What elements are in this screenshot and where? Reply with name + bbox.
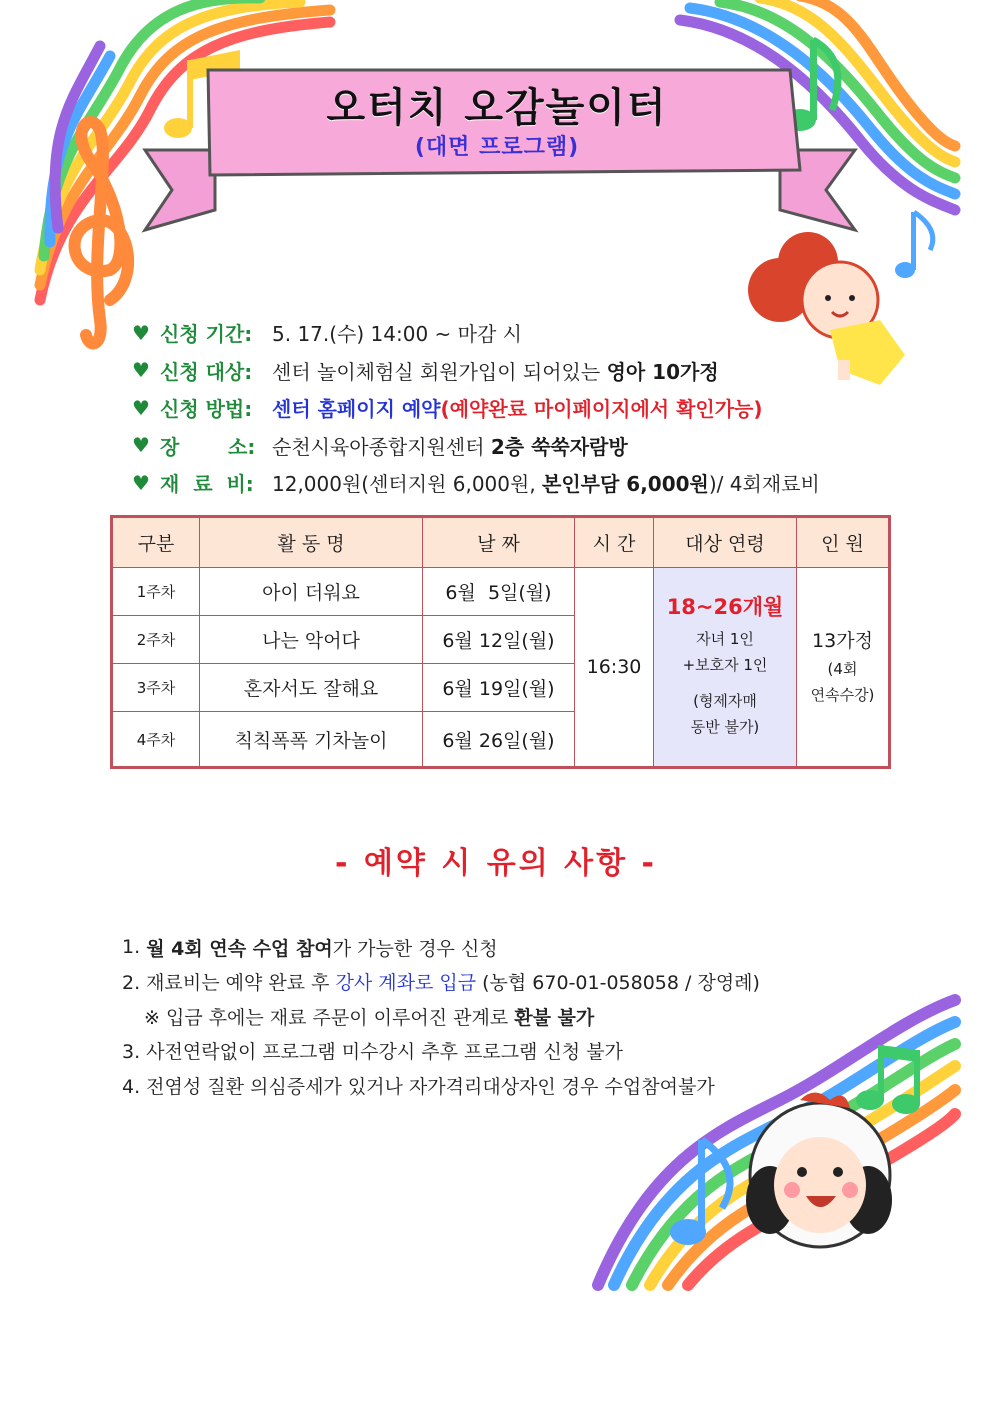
people-cell	[797, 568, 890, 768]
place-label: 장 소:	[160, 434, 256, 459]
date-cell: 6월 26일(월)	[423, 712, 575, 768]
info-row-place	[132, 427, 892, 465]
method-label: 신청 방법:	[160, 397, 253, 422]
method-value: 센터 홈페이지 예약	[272, 397, 441, 422]
week-cell: 4주차	[112, 712, 200, 768]
heart-icon: ♥	[132, 433, 150, 458]
place-value: 순천시육아종합지원센터	[272, 434, 485, 459]
notice-item-1	[122, 930, 882, 965]
method-note: (예약완료 마이페이지에서 확인가능)	[440, 397, 763, 422]
age-line-2: +보호자 1인	[682, 656, 768, 674]
header-week: 구분	[112, 517, 200, 568]
header-time: 시 간	[575, 517, 654, 568]
notice-title: - 예약 시 유의 사항 -	[335, 846, 657, 881]
age-cell	[654, 568, 797, 768]
people-count: 13가정	[812, 630, 873, 652]
period-label: 신청 기간:	[160, 322, 253, 347]
people-line-1: (4회	[827, 660, 858, 678]
fee-bold: 본인부담 6,000원	[542, 472, 709, 497]
age-line-4: 동반 불가)	[690, 718, 760, 736]
notice-2-prefix: 2. 재료비는 예약 완료 후	[122, 972, 330, 995]
notice-2-blue: 강사 계좌로 입금	[335, 972, 477, 995]
info-row-target	[132, 352, 892, 390]
schedule-table	[110, 515, 891, 769]
week-cell: 2주차	[112, 616, 200, 664]
notice-1-rest: 가 가능한 경우 신청	[332, 937, 498, 960]
page-title: 오터치 오감놀이터	[326, 85, 668, 131]
header-activity: 활 동 명	[200, 517, 423, 568]
age-range: 18~26개월	[666, 595, 784, 619]
week-cell: 3주차	[112, 664, 200, 712]
notice-2-rest: (농협 670-01-058058 / 장영례)	[482, 972, 760, 995]
notice-list	[122, 930, 882, 1103]
target-label: 신청 대상:	[160, 359, 253, 384]
activity-cell: 혼자서도 잘해요	[200, 664, 423, 712]
page-subtitle: (대면 프로그램)	[414, 135, 580, 160]
heart-icon: ♥	[132, 470, 150, 495]
notice-2-sub-prefix: ※ 입금 후에는 재료 주문이 이루어진 관계로	[144, 1006, 509, 1029]
notice-item-2-sub	[122, 999, 882, 1034]
people-line-2: 연속수강)	[810, 686, 875, 704]
date-cell: 6월 5일(월)	[423, 568, 575, 616]
header-age: 대상 연령	[654, 517, 797, 568]
heart-icon: ♥	[132, 395, 150, 420]
table-row	[112, 568, 890, 616]
target-bold: 영아 10가정	[606, 359, 719, 384]
date-cell: 6월 12일(월)	[423, 616, 575, 664]
info-row-period	[132, 314, 892, 352]
activity-cell: 칙칙폭폭 기차놀이	[200, 712, 423, 768]
notice-item-4: 4. 전염성 질환 의심증세가 있거나 자가격리대상자인 경우 수업참여불가	[122, 1075, 715, 1098]
notice-2-sub-bold: 환불 불가	[514, 1006, 595, 1029]
age-line-3: (형제자매	[693, 692, 757, 710]
notice-1-bold: 월 4회 연속 수업 참여	[146, 937, 333, 960]
info-list	[132, 314, 892, 502]
activity-cell: 나는 악어다	[200, 616, 423, 664]
week-cell: 1주차	[112, 568, 200, 616]
notice-item-3: 3. 사전연락없이 프로그램 미수강시 추후 프로그램 신청 불가	[122, 1041, 623, 1064]
table-header-row	[112, 517, 890, 568]
activity-cell: 아이 더워요	[200, 568, 423, 616]
target-value: 센터 놀이체험실 회원가입이 되어있는	[272, 359, 601, 384]
fee-value: 12,000원(센터지원 6,000원,	[272, 472, 536, 497]
header-people: 인 원	[797, 517, 890, 568]
music-note-icon-blue	[895, 212, 933, 278]
period-value: 5. 17.(수) 14:00 ~ 마감 시	[272, 322, 522, 347]
notice-item-2	[122, 965, 882, 1000]
time-cell: 16:30	[575, 568, 654, 768]
fee-value-end: )/ 4회재료비	[708, 472, 820, 497]
info-row-fee	[132, 464, 892, 502]
heart-icon: ♥	[132, 358, 150, 383]
header-date: 날 짜	[423, 517, 575, 568]
notice-1-prefix: 1.	[122, 936, 141, 959]
info-row-method	[132, 389, 892, 427]
place-bold: 2층 쑥쑥자람방	[490, 434, 628, 459]
heart-icon: ♥	[132, 320, 150, 345]
fee-label: 재 료 비:	[160, 472, 254, 497]
age-line-1: 자녀 1인	[696, 630, 754, 648]
date-cell: 6월 19일(월)	[423, 664, 575, 712]
